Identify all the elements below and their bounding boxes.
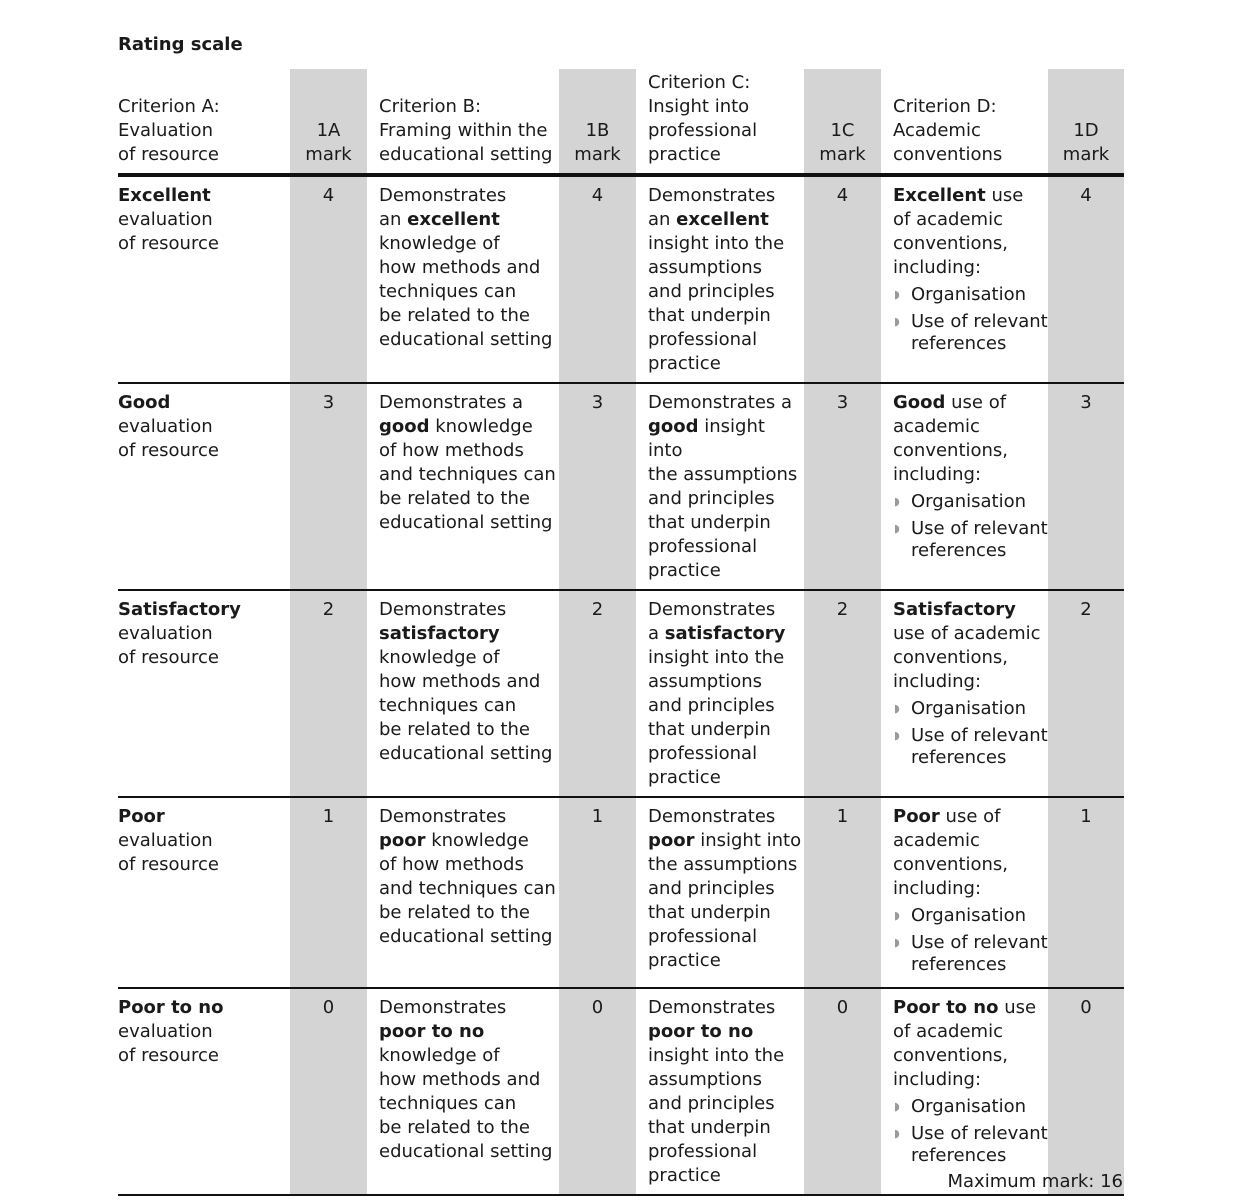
criterion-c-cell [636,797,804,988]
list-item-text: Organisation [911,905,1027,926]
level-label: Excellent [118,185,211,206]
criterion-d-cell [881,383,1048,590]
mark-value: 2 [1080,599,1092,620]
level-description: evaluation of resource [118,623,219,668]
table-row [118,383,1124,590]
level-keyword: excellent [407,209,500,230]
bullet-icon: ◗ [894,909,900,922]
mark-value: 2 [836,599,849,620]
mark-value: 0 [322,997,335,1018]
criterion-text: Demonstrates a [379,392,524,413]
criterion-text: use of academic conventions, including: [893,185,1024,278]
header-mark-1b: 1B mark [559,69,636,175]
criterion-text: Demonstrates [379,599,507,620]
criterion-c-cell [636,175,804,383]
mark-value: 0 [1080,997,1092,1018]
mark-value: 2 [591,599,604,620]
criterion-text: use of academic conventions, including: [893,623,1041,692]
level-keyword: satisfactory [379,623,500,644]
criterion-a-cell [118,590,290,797]
bullet-icon: ◗ [894,315,900,328]
level-keyword: Poor [893,806,940,827]
criterion-b-cell [367,175,559,383]
level-keyword: Good [893,392,946,413]
conventions-list [893,491,1048,562]
list-item-text: Use of relevant references [911,932,1048,975]
header-row [118,69,1124,175]
criterion-text: Demonstrates [379,806,507,827]
bullet-icon: ◗ [894,1100,900,1113]
level-label: Poor to no [118,997,224,1018]
mark-1a-cell [290,590,367,797]
criterion-text: Demonstrates a [648,599,776,644]
table-row [118,988,1124,1195]
mark-1a-cell [290,988,367,1195]
mark-1d-cell [1048,797,1124,988]
mark-value: 4 [836,185,849,206]
criterion-text: insight into the assumptions and principles that underpin professional practice [648,233,785,374]
bullet-icon: ◗ [894,702,900,715]
criterion-text: use of academic conventions, including: [893,806,1009,899]
conventions-list [893,284,1048,355]
table-row [118,590,1124,797]
mark-value: 0 [836,997,849,1018]
table-row [118,797,1124,988]
level-keyword: Satisfactory [893,599,1016,620]
criterion-b-cell [367,988,559,1195]
header-mark-1c: 1C mark [804,69,881,175]
level-keyword: Poor to no [893,997,999,1018]
criterion-text: insight into the assumptions and principles that underpin professional practice [648,830,802,971]
level-label: Good [118,392,171,413]
mark-value: 1 [591,806,604,827]
mark-1a-cell [290,797,367,988]
criterion-text: knowledge of how methods and techniques can be related to the educational setting [379,830,556,947]
bullet-icon: ◗ [894,936,900,949]
mark-1d-cell [1048,590,1124,797]
mark-value: 1 [1080,806,1092,827]
level-keyword: good [379,416,430,437]
level-keyword: satisfactory [664,623,786,644]
bullet-icon: ◗ [894,288,900,301]
list-item-text: Organisation [911,284,1027,305]
criterion-text: knowledge of how methods and techniques can be related to the educational setting [379,647,553,764]
list-item [893,491,1048,513]
mark-1c-cell [804,175,881,383]
criterion-b-cell [367,383,559,590]
header-criterion-a: Criterion A: Evaluation of resource [118,96,220,165]
conventions-list [893,905,1048,976]
list-item [893,1096,1048,1118]
mark-value: 2 [322,599,335,620]
criterion-text: Demonstrates [379,997,507,1018]
criterion-a-cell [118,988,290,1195]
rating-scale-table [118,69,1124,1196]
bullet-icon: ◗ [894,495,900,508]
criterion-text: use of academic conventions, including: [893,997,1037,1090]
mark-value: 3 [1080,392,1092,413]
mark-value: 1 [322,806,335,827]
criterion-text: knowledge of how methods and techniques can be related to the educational setting [379,1045,553,1162]
level-keyword: poor [648,830,695,851]
mark-value: 3 [322,392,335,413]
bullet-icon: ◗ [894,522,900,535]
criterion-a-cell [118,175,290,383]
criterion-d-cell [881,797,1048,988]
list-item [893,311,1048,355]
level-keyword: poor to no [648,1021,754,1042]
header-mark-1d: 1D mark [1048,69,1124,175]
mark-value: 3 [591,392,604,413]
level-keyword: Excellent [893,185,986,206]
level-description: evaluation of resource [118,416,219,461]
list-item-text: Use of relevant references [911,518,1048,561]
mark-1b-cell [559,988,636,1195]
criterion-b-cell [367,590,559,797]
criterion-a-cell [118,383,290,590]
criterion-text: knowledge of how methods and techniques can be related to the educational setting [379,416,556,533]
mark-1b-cell [559,797,636,988]
mark-1b-cell [559,590,636,797]
criterion-c-cell [636,590,804,797]
criterion-text: knowledge of how methods and techniques can be related to the educational setting [379,233,553,350]
table-row [118,175,1124,383]
level-description: evaluation of resource [118,1021,219,1066]
list-item [893,932,1048,976]
header-criterion-b: Criterion B: Framing within the educational setting [379,96,553,165]
maximum-mark: Maximum mark: 16 [947,1171,1123,1192]
level-description: evaluation of resource [118,830,219,875]
level-label: Satisfactory [118,599,241,620]
criterion-text: Demonstrates an [648,185,776,230]
level-keyword: poor to no [379,1021,485,1042]
level-label: Poor [118,806,165,827]
level-description: evaluation of resource [118,209,219,254]
level-keyword: poor [379,830,426,851]
header-criterion-c: Criterion C: Insight into professional practice [648,72,758,165]
conventions-list [893,1096,1048,1167]
mark-value: 3 [836,392,849,413]
conventions-list [893,698,1048,769]
mark-1a-cell [290,175,367,383]
criterion-text: Demonstrates an [379,185,507,230]
header-mark-1a: 1A mark [290,69,367,175]
mark-1b-cell [559,175,636,383]
bullet-icon: ◗ [894,729,900,742]
level-keyword: good [648,416,699,437]
level-keyword: excellent [676,209,769,230]
mark-value: 0 [591,997,604,1018]
criterion-text: insight into the assumptions and principles that underpin professional practice [648,416,798,581]
header-criterion-d: Criterion D: Academic conventions [893,96,1003,165]
mark-1c-cell [804,797,881,988]
criterion-text: insight into the assumptions and principles that underpin professional practice [648,1045,785,1186]
criterion-text: use of academic conventions, including: [893,392,1009,485]
criterion-text: Demonstrates [648,997,776,1018]
mark-1a-cell [290,383,367,590]
list-item [893,698,1048,720]
bullet-icon: ◗ [894,1127,900,1140]
criterion-c-cell [636,988,804,1195]
list-item-text: Organisation [911,491,1027,512]
mark-1d-cell [1048,988,1124,1195]
page-title: Rating scale [118,34,243,55]
list-item-text: Organisation [911,1096,1027,1117]
mark-value: 1 [836,806,849,827]
mark-value: 4 [1080,185,1092,206]
criterion-text: insight into the assumptions and principles that underpin professional practice [648,647,785,788]
criterion-d-cell [881,590,1048,797]
criterion-c-cell [636,383,804,590]
mark-1b-cell [559,383,636,590]
list-item [893,284,1048,306]
list-item-text: Organisation [911,698,1027,719]
list-item-text: Use of relevant references [911,725,1048,768]
list-item-text: Use of relevant references [911,311,1048,354]
criterion-a-cell [118,797,290,988]
mark-1c-cell [804,590,881,797]
list-item-text: Use of relevant references [911,1123,1048,1166]
criterion-d-cell [881,988,1048,1195]
criterion-b-cell [367,797,559,988]
criterion-d-cell [881,175,1048,383]
mark-1c-cell [804,988,881,1195]
list-item [893,905,1048,927]
mark-value: 4 [322,185,335,206]
mark-value: 4 [591,185,604,206]
mark-1d-cell [1048,383,1124,590]
criterion-text: Demonstrates [648,806,776,827]
list-item [893,518,1048,562]
criterion-text: Demonstrates a [648,392,793,413]
list-item [893,725,1048,769]
mark-1d-cell [1048,175,1124,383]
mark-1c-cell [804,383,881,590]
list-item [893,1123,1048,1167]
